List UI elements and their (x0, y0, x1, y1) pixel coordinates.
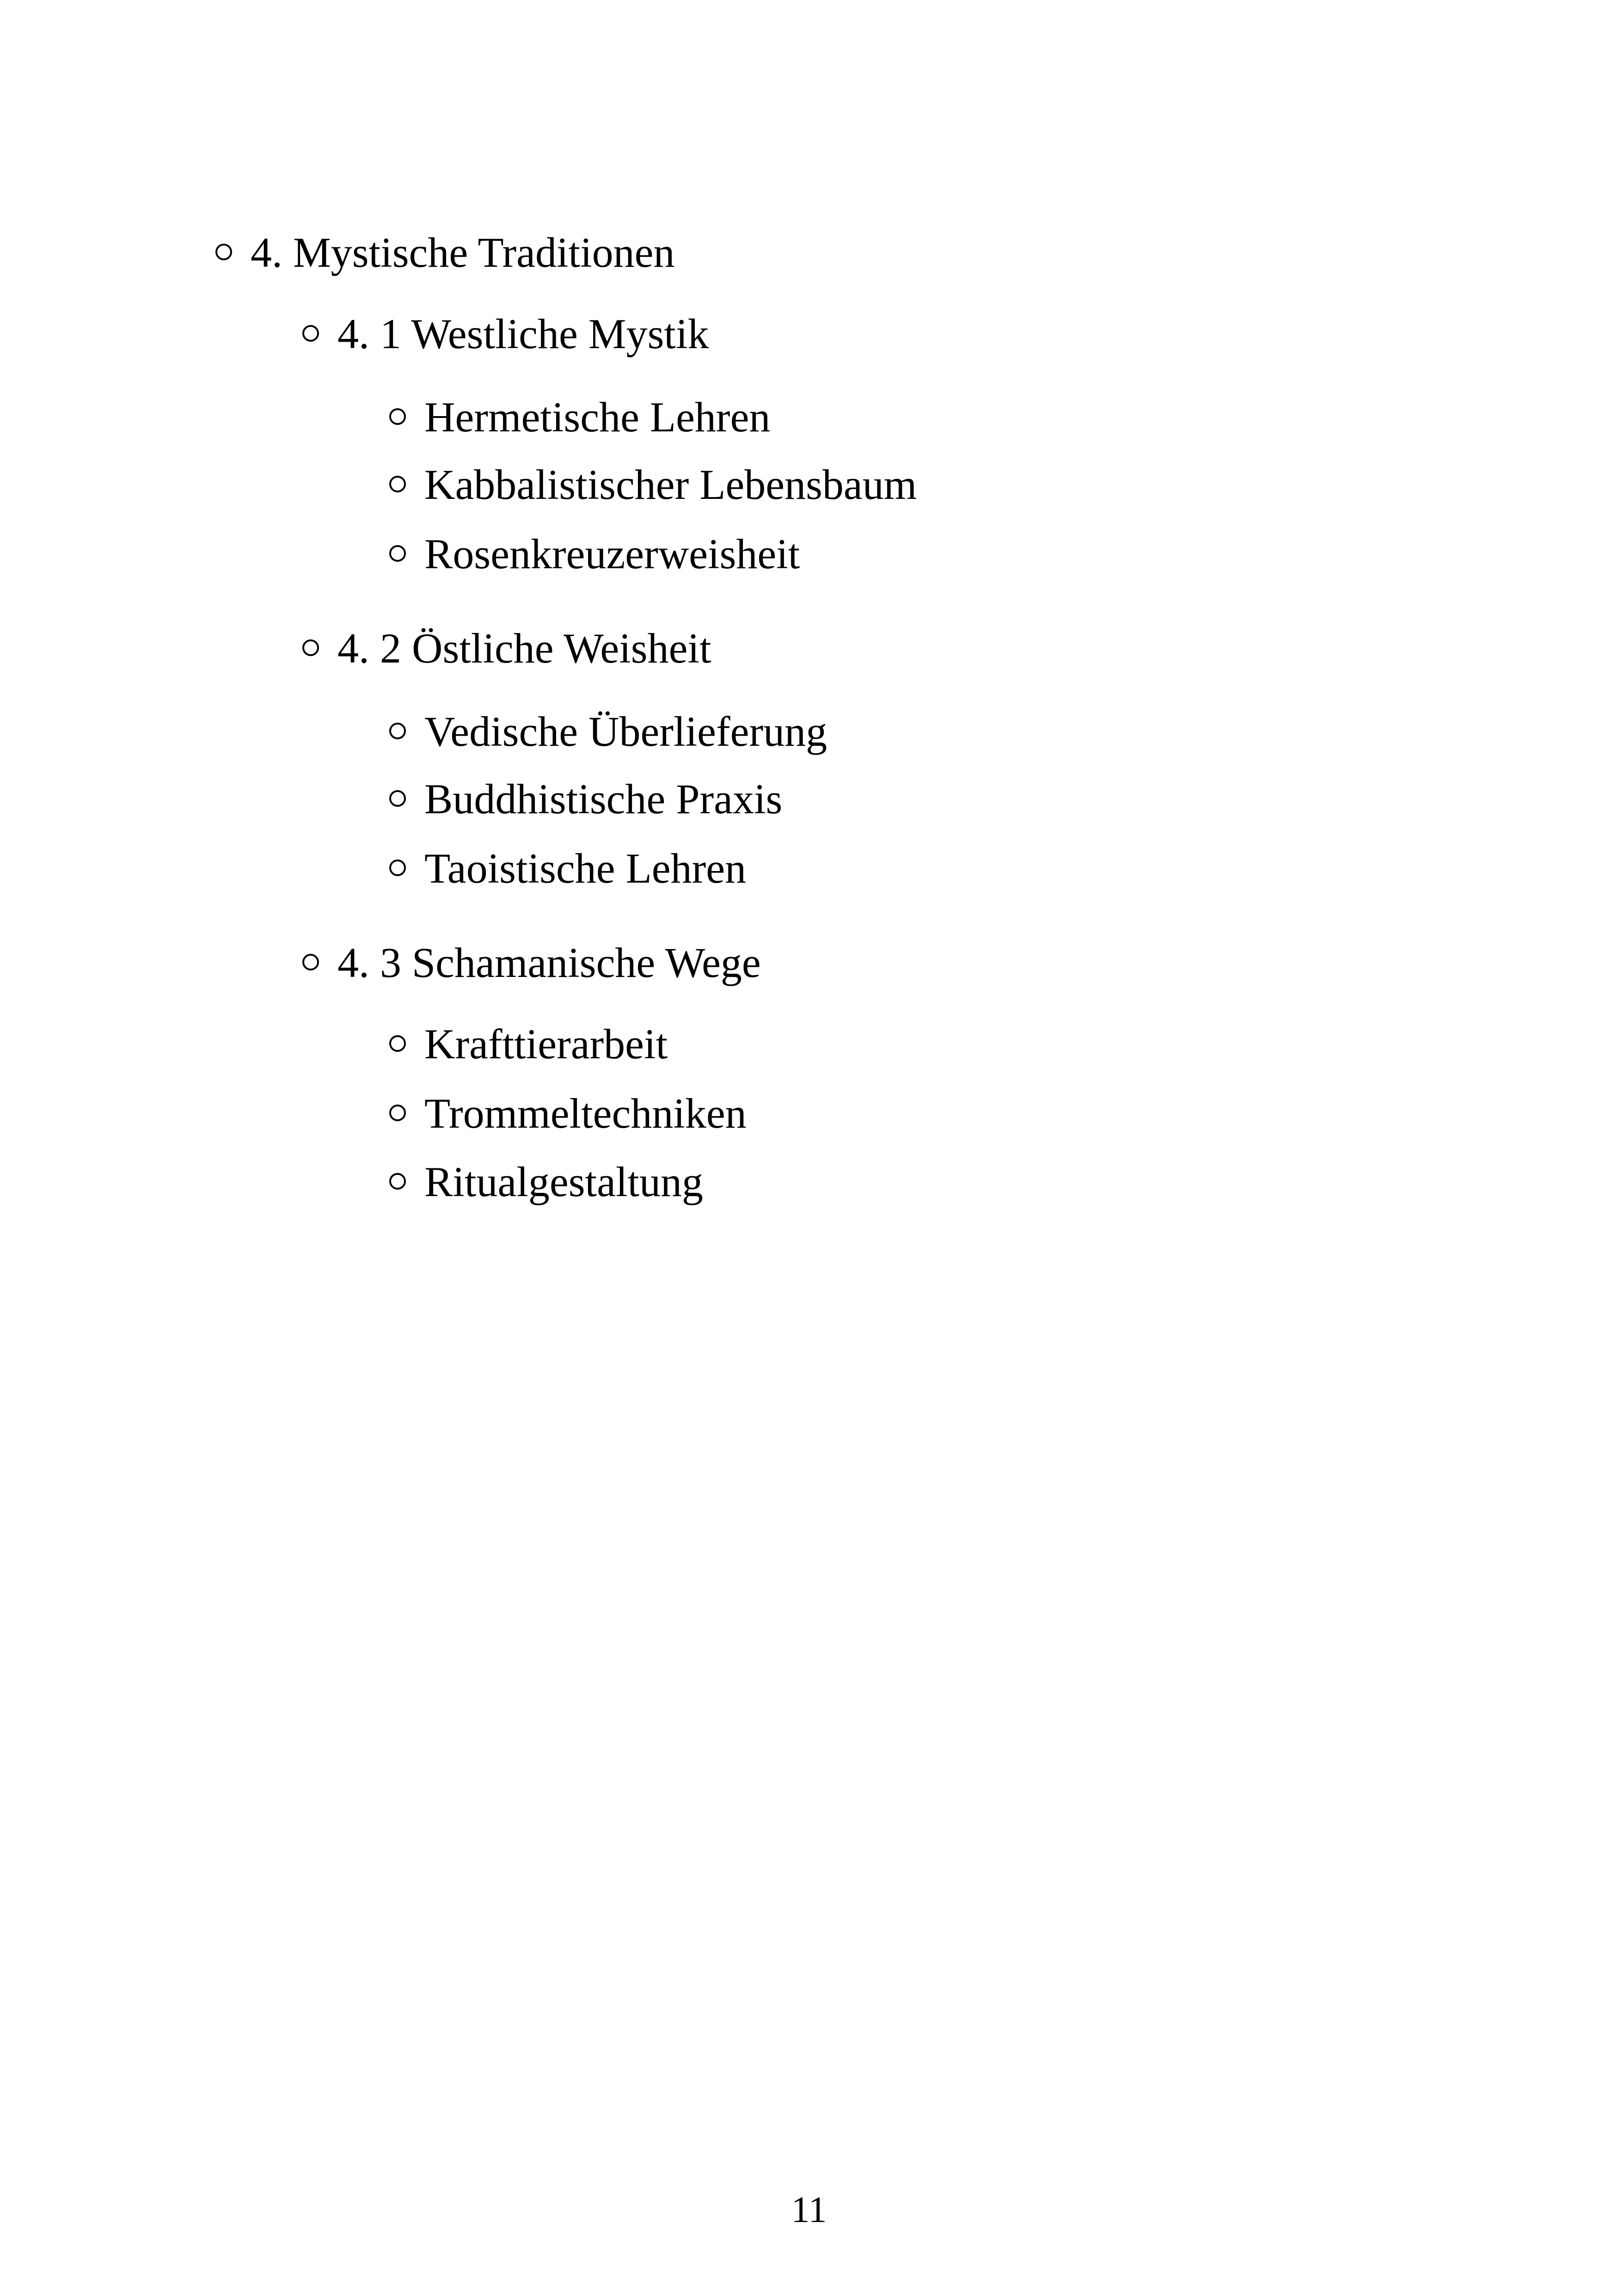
hollow-circle-bullet-icon (302, 954, 319, 970)
hollow-circle-bullet-icon (389, 1105, 406, 1121)
outline-item (389, 463, 917, 506)
hollow-circle-bullet-icon (215, 244, 232, 260)
hollow-circle-bullet-icon (302, 639, 319, 656)
outline-subsection (302, 941, 761, 984)
hollow-circle-bullet-icon (389, 723, 406, 739)
outline-item (389, 1020, 668, 1068)
outline-item-label: Hermetische Lehren (424, 393, 771, 441)
outline-item (389, 847, 746, 890)
hollow-circle-bullet-icon (389, 545, 406, 562)
outline-item (389, 1160, 703, 1203)
hollow-circle-bullet-icon (389, 476, 406, 492)
outline-item (389, 710, 827, 753)
outline-item (389, 1092, 747, 1135)
outline-item-label: Ritualgestaltung (424, 1158, 704, 1205)
section-heading: 4. Mystische Traditionen (251, 229, 675, 276)
hollow-circle-bullet-icon (389, 1173, 406, 1190)
outline-subsection (302, 625, 711, 672)
outline-item-label: Rosenkreuzerweisheit (424, 530, 800, 577)
subsection-heading: 4. 2 Östliche Weisheit (337, 625, 711, 672)
outline-section (215, 231, 674, 274)
hollow-circle-bullet-icon (389, 859, 406, 876)
hollow-circle-bullet-icon (302, 325, 319, 342)
hollow-circle-bullet-icon (389, 408, 406, 425)
page-number: 11 (791, 2190, 827, 2230)
subsection-heading: 4. 1 Westliche Mystik (337, 310, 709, 357)
outline-item-label: Vedische Überlieferung (424, 708, 827, 755)
outline-item-label: Trommeltechniken (424, 1090, 747, 1137)
hollow-circle-bullet-icon (389, 790, 406, 807)
outline-item (389, 530, 800, 577)
outline-item (389, 393, 771, 441)
outline-subsection (302, 310, 709, 357)
outline-item-label: Krafttierarbeit (424, 1020, 668, 1068)
outline-item-label: Kabbalistischer Lebensbaum (424, 461, 917, 508)
outline-item-label: Buddhistische Praxis (424, 775, 783, 823)
outline-item (389, 775, 783, 823)
subsection-heading: 4. 3 Schamanische Wege (337, 939, 761, 986)
outline-item-label: Taoistische Lehren (424, 845, 747, 892)
hollow-circle-bullet-icon (389, 1035, 406, 1052)
